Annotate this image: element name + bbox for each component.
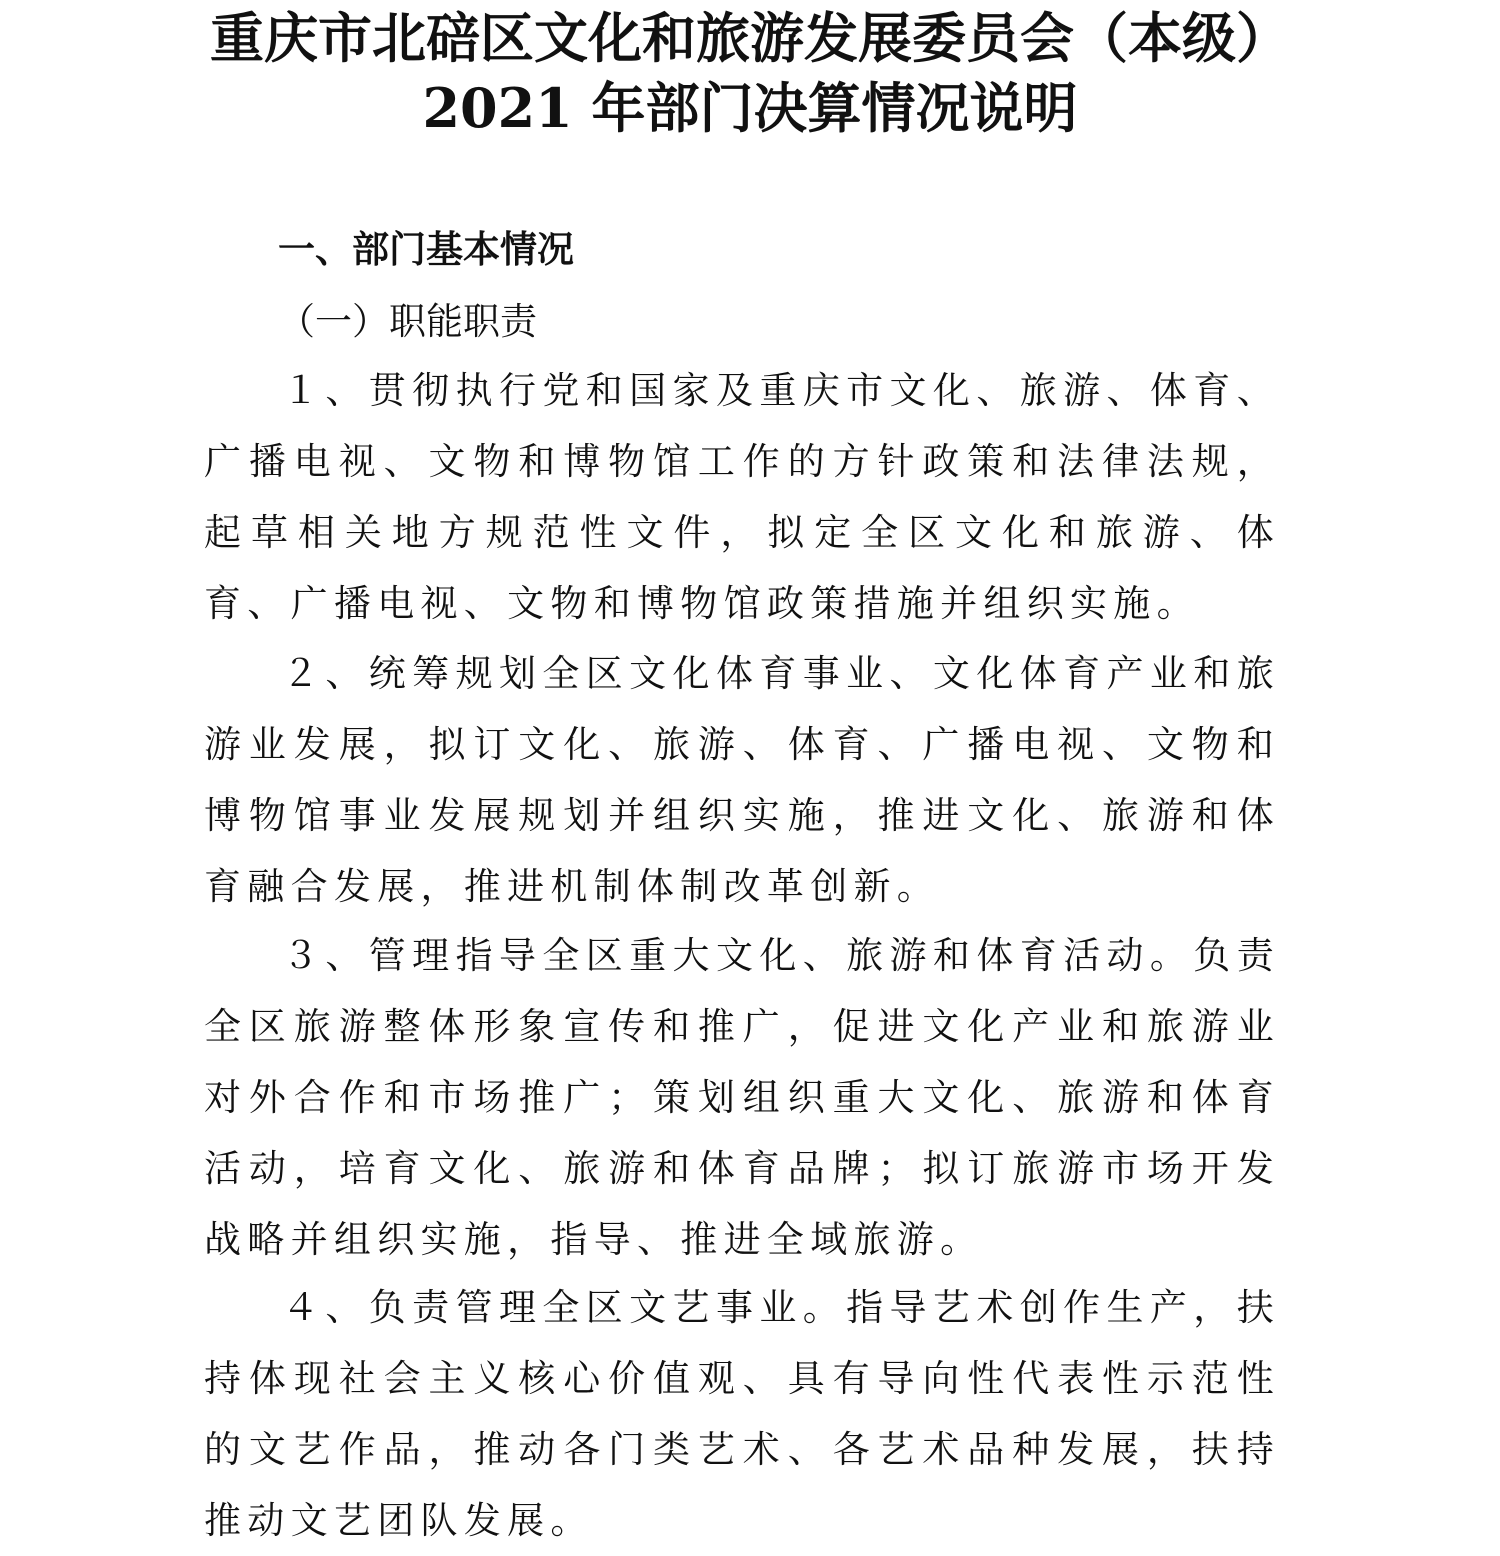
paragraph-1: １、贯彻执行党和国家及重庆市文化、旅游、体育、广播电视、文物和博物馆工作的方针政策和法律法规，起草相关地方规范性文件，拟定全区文化和旅游、体育、广播电视、文物和博物馆政策措施并组织实施。 [204,369,1280,625]
paragraph-2: ２、统筹规划全区文化体育事业、文化体育产业和旅游业发展，拟订文化、旅游、体育、广播电视、文物和博物馆事业发展规划并组织实施，推进文化、旅游和体育融合发展，推进机制体制改革创新。 [204,652,1280,908]
document-title-line-1: 重庆市北碚区文化和旅游发展委员会（本级） [210,6,1290,70]
document-title-line-2: 2021 年部门决算情况说明 [422,76,1078,140]
paragraph-4: ４、负责管理全区文艺事业。指导艺术创作生产，扶持体现社会主义核心价值观、具有导向性代表性示范性的文艺作品，推动各门类艺术、各艺术品种发展，扶持推动文艺团队发展。 [204,1286,1280,1542]
paragraph-3: ３、管理指导全区重大文化、旅游和体育活动。负责全区旅游整体形象宣传和推广，促进文化产业和旅游业对外合作和市场推广；策划组织重大文化、旅游和体育活动，培育文化、旅游和体育品牌；拟订旅游市场开发战略并组织实施，指导、推进全域旅游。 [204,934,1280,1261]
subsection-heading: （一）职能职责 [278,300,537,343]
section-heading: 一、部门基本情况 [278,228,574,271]
